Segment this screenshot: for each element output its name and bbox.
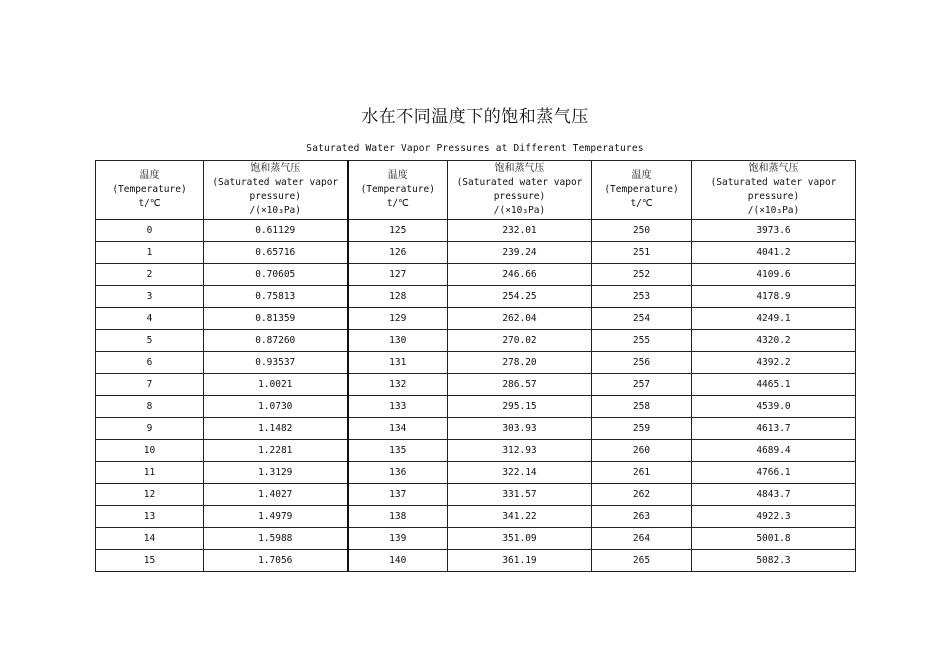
temperature-cell: 15 — [96, 550, 204, 572]
temperature-cell: 262 — [592, 484, 692, 506]
temperature-cell: 3 — [96, 286, 204, 308]
table-row — [96, 330, 856, 352]
table-row — [96, 440, 856, 462]
document-title: 水在不同温度下的饱和蒸气压 — [361, 107, 589, 127]
table-row — [96, 462, 856, 484]
table-row — [96, 308, 856, 330]
table-row — [96, 528, 856, 550]
pressure-cell: 254.25 — [448, 286, 592, 308]
temperature-cell: 261 — [592, 462, 692, 484]
temperature-cell: 137 — [348, 484, 448, 506]
header-temperature-unit: t/℃ — [386, 198, 409, 209]
temperature-cell: 12 — [96, 484, 204, 506]
temperature-cell: 130 — [348, 330, 448, 352]
pressure-cell: 5082.3 — [692, 550, 856, 572]
header-pressure-en-line2: pressure) — [249, 191, 301, 202]
temperature-cell: 7 — [96, 374, 204, 396]
pressure-cell: 4843.7 — [692, 484, 856, 506]
temperature-cell: 1 — [96, 242, 204, 264]
table-row — [96, 418, 856, 440]
pressure-cell: 4249.1 — [692, 308, 856, 330]
temperature-cell: 2 — [96, 264, 204, 286]
temperature-cell: 265 — [592, 550, 692, 572]
temperature-cell: 5 — [96, 330, 204, 352]
table-row — [96, 374, 856, 396]
pressure-cell: 0.70605 — [204, 264, 348, 286]
document-subtitle: Saturated Water Vapor Pressures at Different Temperatures — [306, 143, 644, 154]
pressure-cell: 322.14 — [448, 462, 592, 484]
header-temperature-unit: t/℃ — [138, 198, 161, 209]
pressure-cell: 4689.4 — [692, 440, 856, 462]
vapor-pressure-table — [95, 160, 856, 572]
header-pressure-en-line1: (Saturated water vapor — [212, 177, 339, 188]
temperature-cell: 128 — [348, 286, 448, 308]
header-pressure-unit: /(×10₃Pa) — [249, 205, 301, 216]
temperature-cell: 138 — [348, 506, 448, 528]
temperature-cell: 135 — [348, 440, 448, 462]
header-pressure-cn: 饱和蒸气压 — [494, 163, 545, 174]
temperature-cell: 4 — [96, 308, 204, 330]
pressure-cell: 1.0021 — [204, 374, 348, 396]
header-temperature-en: (Temperature) — [112, 184, 187, 195]
table-row — [96, 352, 856, 374]
header-temperature-en: (Temperature) — [604, 184, 679, 195]
temperature-cell: 8 — [96, 396, 204, 418]
table-row — [96, 220, 856, 242]
pressure-cell: 4320.2 — [692, 330, 856, 352]
header-temperature — [592, 161, 692, 220]
temperature-cell: 258 — [592, 396, 692, 418]
pressure-cell: 1.3129 — [204, 462, 348, 484]
pressure-cell: 0.65716 — [204, 242, 348, 264]
temperature-cell: 6 — [96, 352, 204, 374]
pressure-cell: 303.93 — [448, 418, 592, 440]
temperature-cell: 263 — [592, 506, 692, 528]
table-row — [96, 286, 856, 308]
temperature-cell: 255 — [592, 330, 692, 352]
header-pressure-cn: 饱和蒸气压 — [748, 163, 799, 174]
header-pressure-en-line2: pressure) — [493, 191, 546, 202]
header-pressure — [692, 161, 856, 220]
table-row — [96, 242, 856, 264]
temperature-cell: 250 — [592, 220, 692, 242]
header-temperature-cn: 温度 — [631, 170, 652, 181]
table-row — [96, 484, 856, 506]
pressure-cell: 0.61129 — [204, 220, 348, 242]
temperature-cell: 14 — [96, 528, 204, 550]
pressure-cell: 0.87260 — [204, 330, 348, 352]
table-row — [96, 264, 856, 286]
temperature-cell: 126 — [348, 242, 448, 264]
pressure-cell: 1.4027 — [204, 484, 348, 506]
pressure-cell: 4766.1 — [692, 462, 856, 484]
header-temperature-unit: t/℃ — [630, 198, 653, 209]
pressure-cell: 4613.7 — [692, 418, 856, 440]
header-temperature — [96, 161, 204, 220]
temperature-cell: 127 — [348, 264, 448, 286]
pressure-cell: 286.57 — [448, 374, 592, 396]
pressure-cell: 5001.8 — [692, 528, 856, 550]
pressure-cell: 4922.3 — [692, 506, 856, 528]
header-pressure-unit: /(×10₃Pa) — [493, 205, 546, 216]
temperature-cell: 132 — [348, 374, 448, 396]
temperature-cell: 125 — [348, 220, 448, 242]
table-row — [96, 550, 856, 572]
pressure-cell: 331.57 — [448, 484, 592, 506]
temperature-cell: 260 — [592, 440, 692, 462]
pressure-cell: 270.02 — [448, 330, 592, 352]
table-header-row — [96, 161, 856, 220]
header-pressure — [448, 161, 592, 220]
pressure-cell: 232.01 — [448, 220, 592, 242]
pressure-cell: 341.22 — [448, 506, 592, 528]
pressure-cell: 0.75813 — [204, 286, 348, 308]
temperature-cell: 140 — [348, 550, 448, 572]
pressure-cell: 295.15 — [448, 396, 592, 418]
pressure-cell: 1.5988 — [204, 528, 348, 550]
temperature-cell: 131 — [348, 352, 448, 374]
header-temperature — [348, 161, 448, 220]
header-pressure-en-line1: (Saturated water vapor — [710, 177, 837, 188]
temperature-cell: 136 — [348, 462, 448, 484]
temperature-cell: 129 — [348, 308, 448, 330]
temperature-cell: 11 — [96, 462, 204, 484]
pressure-cell: 1.4979 — [204, 506, 348, 528]
pressure-cell: 4465.1 — [692, 374, 856, 396]
temperature-cell: 257 — [592, 374, 692, 396]
pressure-cell: 4178.9 — [692, 286, 856, 308]
temperature-cell: 254 — [592, 308, 692, 330]
header-pressure-en-line1: (Saturated water vapor — [456, 177, 583, 188]
temperature-cell: 251 — [592, 242, 692, 264]
pressure-cell: 262.04 — [448, 308, 592, 330]
pressure-cell: 1.2281 — [204, 440, 348, 462]
temperature-cell: 0 — [96, 220, 204, 242]
pressure-cell: 1.1482 — [204, 418, 348, 440]
pressure-cell: 4041.2 — [692, 242, 856, 264]
temperature-cell: 133 — [348, 396, 448, 418]
pressure-cell: 0.93537 — [204, 352, 348, 374]
temperature-cell: 134 — [348, 418, 448, 440]
pressure-cell: 246.66 — [448, 264, 592, 286]
temperature-cell: 252 — [592, 264, 692, 286]
temperature-cell: 259 — [592, 418, 692, 440]
pressure-cell: 361.19 — [448, 550, 592, 572]
pressure-cell: 0.81359 — [204, 308, 348, 330]
pressure-cell: 4109.6 — [692, 264, 856, 286]
pressure-cell: 3973.6 — [692, 220, 856, 242]
header-pressure-unit: /(×10₃Pa) — [747, 205, 800, 216]
temperature-cell: 13 — [96, 506, 204, 528]
temperature-cell: 264 — [592, 528, 692, 550]
header-pressure-en-line2: pressure) — [747, 191, 800, 202]
pressure-cell: 1.7056 — [204, 550, 348, 572]
table-row — [96, 506, 856, 528]
temperature-cell: 139 — [348, 528, 448, 550]
header-pressure — [204, 161, 348, 220]
pressure-cell: 278.20 — [448, 352, 592, 374]
header-pressure-cn: 饱和蒸气压 — [250, 163, 301, 174]
temperature-cell: 253 — [592, 286, 692, 308]
header-temperature-en: (Temperature) — [360, 184, 435, 195]
table-row — [96, 396, 856, 418]
header-temperature-cn: 温度 — [387, 170, 408, 181]
header-temperature-cn: 温度 — [139, 170, 160, 181]
pressure-cell: 1.0730 — [204, 396, 348, 418]
temperature-cell: 10 — [96, 440, 204, 462]
pressure-cell: 4539.0 — [692, 396, 856, 418]
temperature-cell: 9 — [96, 418, 204, 440]
temperature-cell: 256 — [592, 352, 692, 374]
pressure-cell: 312.93 — [448, 440, 592, 462]
pressure-cell: 351.09 — [448, 528, 592, 550]
pressure-cell: 239.24 — [448, 242, 592, 264]
pressure-cell: 4392.2 — [692, 352, 856, 374]
